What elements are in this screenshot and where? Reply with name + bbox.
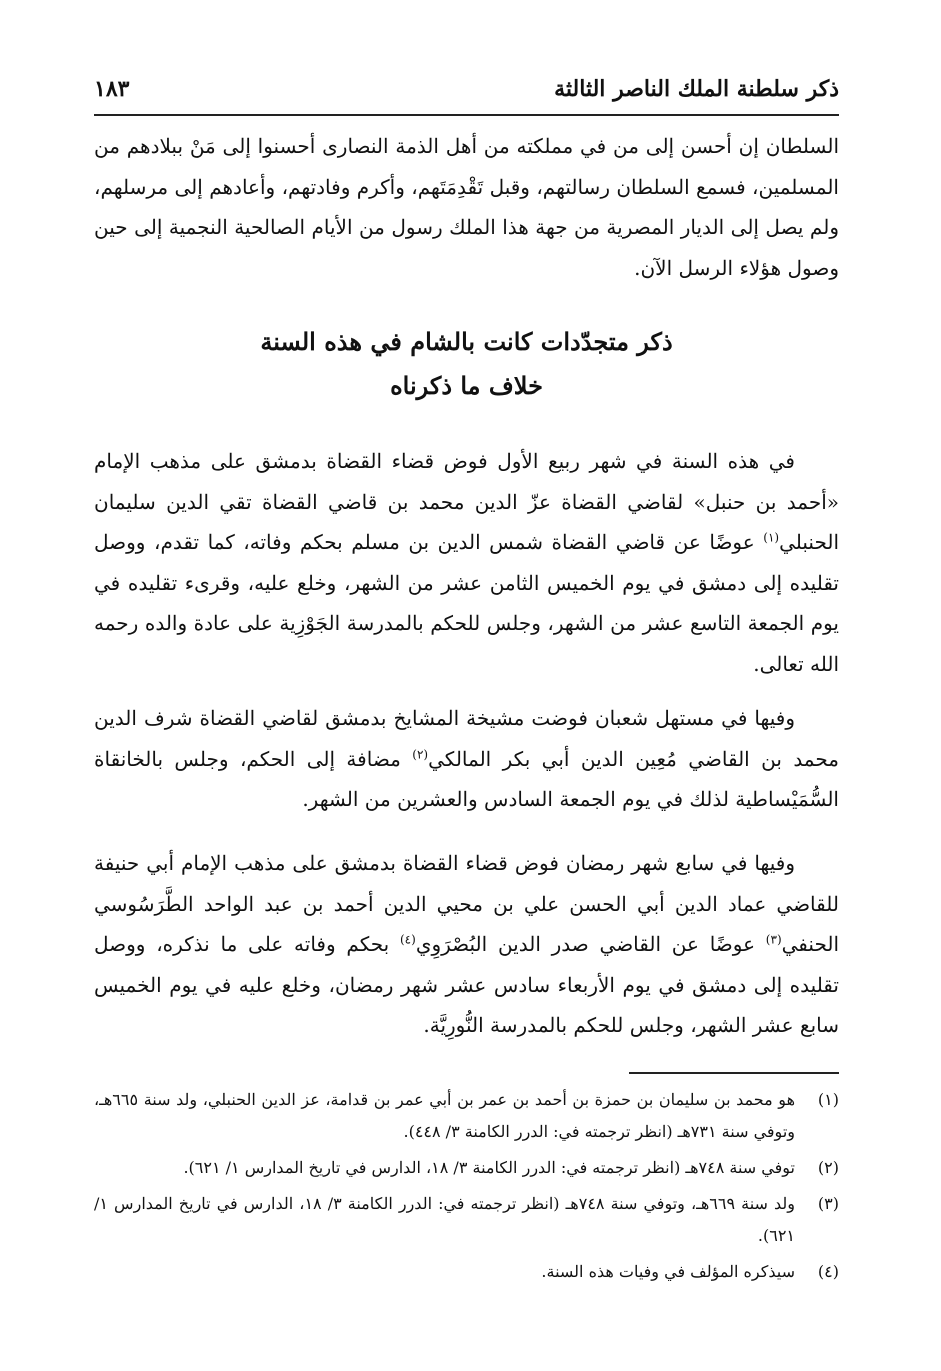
page-number: ١٨٣ [94,76,130,102]
footnote-number: (٤) [817,1262,839,1281]
intro-paragraph: السلطان إن أحسن إلى من في مملكته من أهل الذمة النصارى أحسنوا إلى مَنْ ببلادهم من المسلمين، فسمع السلطان رسالتهم، وقبل تَقْدِمَتَهم، وأكرم وفادتهم، وأعادهم إلى مرسلهم، ولم يصل إلى الديار المصرية من جهة هذا الملك رسول من الأيام الصالحية النجمية إلى حين وصول هؤلاء الرسل الآن. [94,134,839,280]
footnote-text: ولد سنة ٦٦٩هـ، وتوفي سنة ٧٤٨هـ (انظر ترجمته في: الدرر الكامنة ٣/ ١٨، الدارس في تاريخ المدارس ١/ ٦٢١). [94,1194,796,1245]
footnote-ref-4[interactable]: (٤) [399,932,416,947]
footnote [94,1256,839,1288]
footnote [94,1152,839,1184]
footnote-separator [629,1072,839,1074]
header-rule [94,114,839,116]
footnote-number: (١) [817,1090,839,1109]
footnote [94,1084,839,1148]
section-heading-line-2: خلاف ما ذكرناه [390,371,543,400]
paragraph-1 [94,441,839,684]
footnote-ref-1[interactable]: (١) [763,530,780,545]
footnote-text: توفي سنة ٧٤٨هـ (انظر ترجمته في: الدرر الكامنة ٣/ ١٨، الدارس في تاريخ المدارس ١/ ٦٢١). [183,1158,795,1177]
paragraph-2 [94,698,839,820]
paragraph-1-text-a: في هذه السنة في شهر ربيع الأول فوض قضاء القضاة بدمشق على مذهب الإمام «أحمد بن حنبل» لقاضي القضاة عزّ الدين محمد بن قاضي القضاة تقي الدين سليمان الحنبلي [94,449,840,554]
paragraph-3-text-b: عوضًا عن القاضي صدر الدين البُصْرَوِي [415,932,766,956]
footnote-ref-3[interactable]: (٣) [765,932,782,947]
footnote-text: سيذكره المؤلف في وفيات هذه السنة. [541,1262,795,1281]
running-header [94,70,839,114]
paragraph-2-text-b: مضافة إلى الحكم، وجلس بالخانقاة السُّمَيْساطية لذلك في يوم الجمعة السادس والعشرين من الشهر. [94,746,839,811]
running-title: ذكر سلطنة الملك الناصر الثالثة [554,76,839,102]
footnote-number: (٣) [817,1194,839,1213]
paragraph-2-text-a: وفيها في مستهل شعبان فوضت مشيخة المشايخ بدمشق لقاضي القضاة شرف الدين محمد بن القاضي مُعِين الدين أبي بكر المالكي [94,706,839,771]
document-page [94,62,839,1342]
footnotes [94,1084,839,1292]
footnote-number: (٢) [817,1158,839,1177]
section-heading [94,320,839,408]
paragraph-3 [94,843,839,1046]
section-heading-line-1: ذكر متجدّدات كانت بالشام في هذه السنة [260,327,673,356]
paragraph-1-text-b: عوضًا عن قاضي القضاة شمس الدين بن مسلم بحكم وفاته، كما تقدم، ووصل تقليده إلى دمشق في يوم الخميس الثامن عشر من الشهر، وخلع عليه، وقرىء تقليده في يوم الجمعة التاسع عشر من الشهر، وجلس للحكم بالمدرسة الجَوْزِية على عادة والده رحمه الله تعالى. [94,530,839,676]
paragraph-3-text-a: وفيها في سابع شهر رمضان فوض قضاء القضاة بدمشق على مذهب الإمام أبي حنيفة للقاضي عماد الدين أبي الحسن علي بن محيي الدين أحمد بن عبد الواحد الطَّرَسُوسي الحنفي [94,851,840,956]
footnote-ref-2[interactable]: (٢) [412,746,429,761]
paragraph-3-text-c: بحكم وفاته على ما نذكره، ووصل تقليده إلى دمشق في يوم الأربعاء سادس عشر شهر رمضان، وخلع عليه في يوم الخميس سابع عشر الشهر، وجلس للحكم بالمدرسة النُّورِيَّة. [94,932,839,1037]
footnote [94,1188,839,1252]
footnote-text: هو محمد بن سليمان بن حمزة بن أحمد بن عمر بن أبي عمر بن قدامة، عز الدين الحنبلي، ولد سنة ٦٦٥هـ، وتوفي سنة ٧٣١هـ (انظر ترجمته في: الدرر الكامنة ٣/ ٤٤٨). [94,1090,796,1141]
